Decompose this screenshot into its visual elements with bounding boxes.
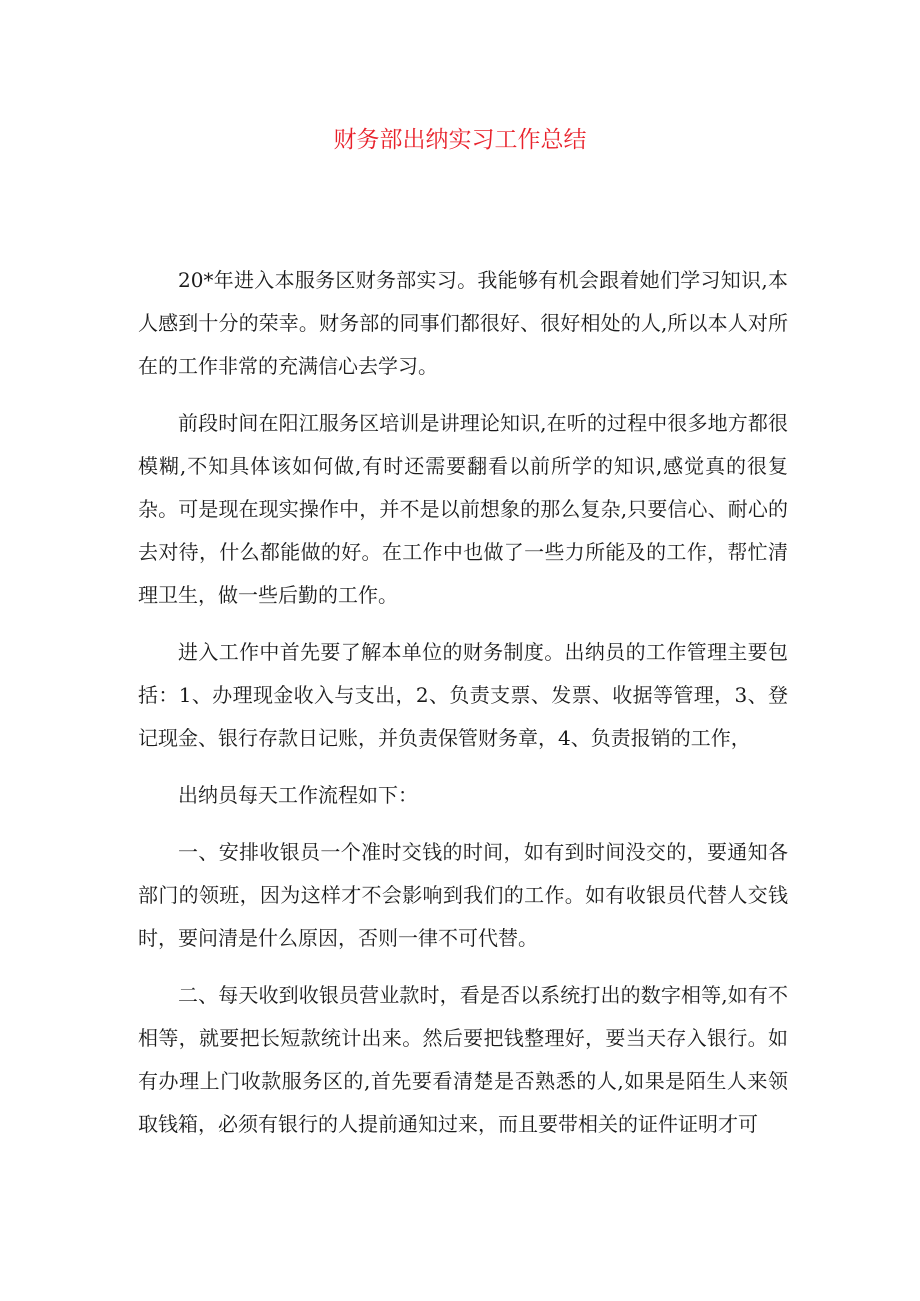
document-title: 财务部出纳实习工作总结: [333, 127, 587, 153]
paragraph: 出纳员每天工作流程如下：: [178, 783, 418, 807]
paragraph: 一、安排收银员一个准时交钱的时间，如有到时间没交的，要通知各部门的领班，因为这样才不会影响到我们的工作。如有收银员代替人交钱时，要问清是什么原因，否则一律不可代替。: [138, 840, 788, 950]
paragraph: 20*年进入本服务区财务部实习。我能够有机会跟着她们学习知识,本人感到十分的荣幸。财务部的同事们都很好、很好相处的人,所以本人对所在的工作非常的充满信心去学习。: [138, 268, 788, 378]
paragraph: 前段时间在阳江服务区培训是讲理论知识,在听的过程中很多地方都很模糊,不知具体该如何做,有时还需要翻看以前所学的知识,感觉真的很复杂。可是现在现实操作中，并不是以前想象的那么复杂,只要信心、耐心的去对待，什么都能做的好。在工作中也做了一些力所能及的工作，帮忙清理卫生，做一些后勤的工作。: [138, 411, 788, 607]
document-body: [138, 259, 788, 1160]
paragraph: 二、每天收到收银员营业款时，看是否以系统打出的数字相等,如有不相等，就要把长短款统计出来。然后要把钱整理好，要当天存入银行。如有办理上门收款服务区的,首先要看清楚是否熟悉的人,如果是陌生人来领取钱箱，必须有银行的人提前通知过来，而且要带相关的证件证明才可: [138, 983, 788, 1136]
paragraph: 进入工作中首先要了解本单位的财务制度。出纳员的工作管理主要包括：1、办理现金收入与支出，2、负责支票、发票、收据等管理，3、登记现金、银行存款日记账，并负责保管财务章，4、负责报销的工作，: [138, 640, 788, 750]
